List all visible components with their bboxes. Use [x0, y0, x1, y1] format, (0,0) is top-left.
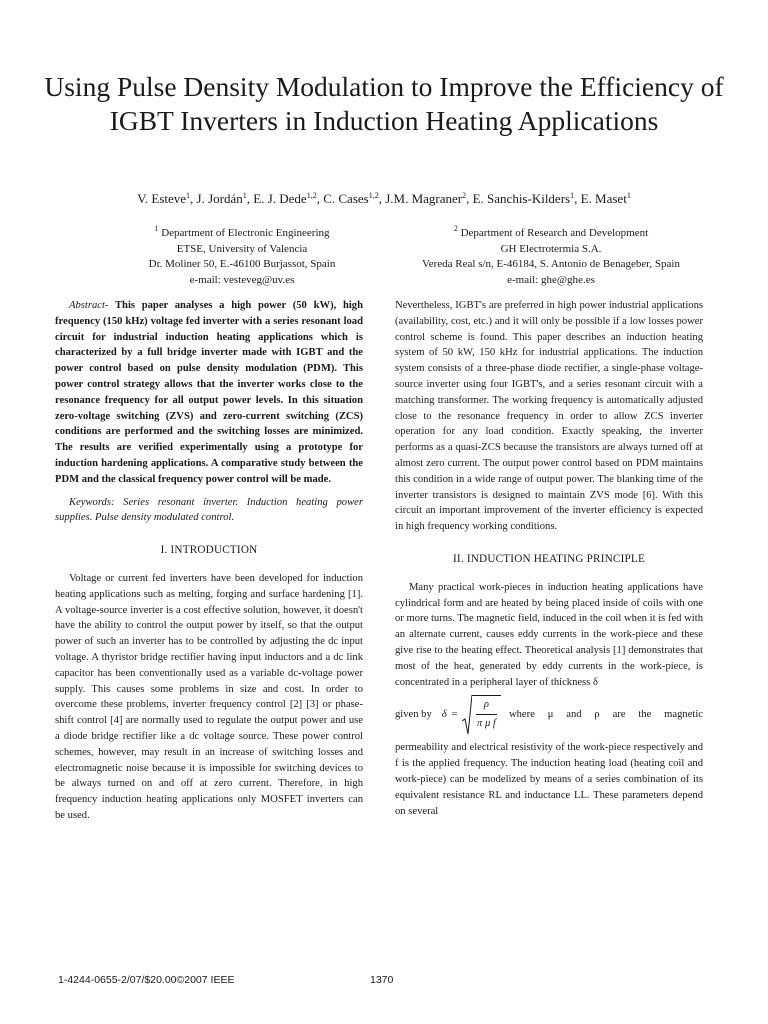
- skin-depth-formula: [442, 695, 501, 735]
- keywords: Keywords: Series resonant inverter. Induction heating power supplies. Pulse density modulated control.: [55, 496, 363, 524]
- affiliation-1: [86, 221, 398, 288]
- affiliation-2: [395, 221, 707, 288]
- page-number: 1370: [370, 974, 394, 986]
- author: J. Jordán$^1$,: [196, 191, 254, 206]
- formula-delta: δ: [441, 709, 447, 721]
- formula-denominator: π μ f: [476, 718, 496, 730]
- introduction-paragraph: Voltage or current fed inverters have been developed for induction heating applications such as melting, forging and surface hardening [1]. A voltage-source inverter is a cost effective solution, however, it doesn't have the ability to control the output power by itself, so that the output power of such an inverter has to be controlled by adjusting the dc input voltage. A thyristor bridge rectifier having input inductors and a dc link capacitor has been conventionally used as a variable dc-voltage power supply. This causes some problems in size and cost. In order to overcome these problems, inverter frequency control [2] [3] or phase-shift control [4] are normally used to regulate the output power and use a diode bridge rectifier like a dc voltage source. These power control schemes, however, may result in an increase of switching losses and electromagnetic noise because it is impossible for switching devices to be always turned on and off at zero current. Therefore, in high frequency induction heating applications only MOSFET inverters can be used.: [55, 572, 363, 821]
- abstract-text: This paper analyses a high power (50 kW), high frequency (150 kHz) voltage fed inverter with a series resonant load circuit for industrial induction heating applications which is characterized by a full bridge inverter made with IGBT and the power control based on pulse density modulation (PDM). This power control strategy allows that the inverter works close to the resonance frequency for all output power levels. In this situation zero-voltage switching (ZVS) and zero-current switching (ZCS) conditions are performed and the switching losses are minimized. The results are verified experimentally using a prototype for induction hardening applications. A comparative study between the PDM and the classical frequency power control will be made.: [55, 300, 363, 485]
- introduction-continuation: Nevertheless, IGBT's are preferred in high power industrial applications (availability, cost, etc.) and it will only be possible if a low losses power control scheme is found. This paper describes an induction heating system of 50 kW, 150 kHz for industrial applications. The induction system consists of a three-phase diode rectifier, a single-phase voltage-source inverter using four IGBT's, and a series resonant circuit with a matching transformer. The working frequency is automatically adjusted close to the resonance frequency in order to allow ZCS inverter operation for any load condition. Exactly speaking, the inverter performs as a quasi-ZCS because the transistors are always turned off at almost zero current. The output power control based on PDM maintains this condition in a wide range of output power. The blanking time of the inverter transistors is designed to maintain ZVS mode [6]. With this circuit an important improvement of the inverter efficiency is expected in high frequency working conditions.: [395, 300, 703, 533]
- author: E. J. Dede$^{1,2}$,: [253, 191, 324, 206]
- affiliation-org: ETSE, University of Valencia: [176, 242, 308, 255]
- author: V. Esteve$^1$,: [137, 191, 197, 206]
- author: J.M. Magraner$^2$,: [385, 191, 473, 206]
- author: C. Cases$^{1,2}$,: [323, 191, 386, 206]
- principle-paragraph-continued: permeability and electrical resistivity of the work-piece respectively and f is the applied frequency. The induction heating load (heating coil and work-piece) can be modelized by means of a series combination of its equivalent resistance RL and inductance LL. These parameters depend on several: [395, 742, 703, 817]
- affiliation-address: Vereda Real s/n, E-46184, S. Antonio de Benageber, Spain: [421, 258, 680, 270]
- affiliation-dept: $^1$ Department of Electronic Engineering: [154, 224, 330, 239]
- section-heading-principle: II. INDUCTION HEATING PRINCIPLE: [452, 552, 646, 565]
- principle-paragraph: Many practical work-pieces in induction heating applications have cylindrical form and are heated by being placed inside of coils with one or more turns. The magnetic field, induced in the coil when it is fed with an alternate current, causes eddy currents in the work-piece and these give rise to the heating effect. Theoretical analysis [1] demonstrates that most of the heat, generated by eddy currents in the work-piece, is concentrated in a peripheral layer of thickness δ: [395, 581, 703, 688]
- affiliation-email: e-mail: vesteveg@uv.es: [189, 273, 295, 286]
- affiliation-org: GH Electrotermia S.A.: [500, 242, 602, 255]
- left-column: [55, 298, 363, 824]
- paper-title: Using Pulse Density Modulation to Improve the Efficiency of IGBT Inverters in Induction Heating Applications: [44, 71, 724, 136]
- formula-lead-text: given by: [395, 709, 432, 721]
- author-list: [0, 191, 768, 207]
- square-root: [462, 695, 501, 735]
- skin-depth-formula-line: [395, 690, 703, 740]
- author: E. Maset$^1$: [580, 191, 631, 206]
- formula-fraction: [472, 695, 501, 735]
- author: E. Sanchis-Kilders$^1$,: [472, 191, 581, 206]
- affiliation-email: e-mail: ghe@ghe.es: [507, 273, 595, 286]
- section-heading-introduction: I. INTRODUCTION: [160, 544, 258, 557]
- formula-numerator: ρ: [476, 696, 497, 715]
- formula-trailing-text: where μ and ρ are the magnetic: [508, 709, 703, 721]
- copyright-line: 1-4244-0655-2/07/$20.00©2007 IEEE: [58, 974, 235, 986]
- abstract-lead: Abstract-: [69, 300, 109, 311]
- formula-equals: =: [450, 709, 458, 721]
- radical-sign-icon: [462, 695, 472, 735]
- right-column: [395, 298, 703, 819]
- affiliation-dept: $^2$ Department of Research and Development: [453, 224, 649, 239]
- abstract: [55, 298, 363, 488]
- affiliation-address: Dr. Moliner 50, E.-46100 Burjassot, Spain: [148, 258, 336, 270]
